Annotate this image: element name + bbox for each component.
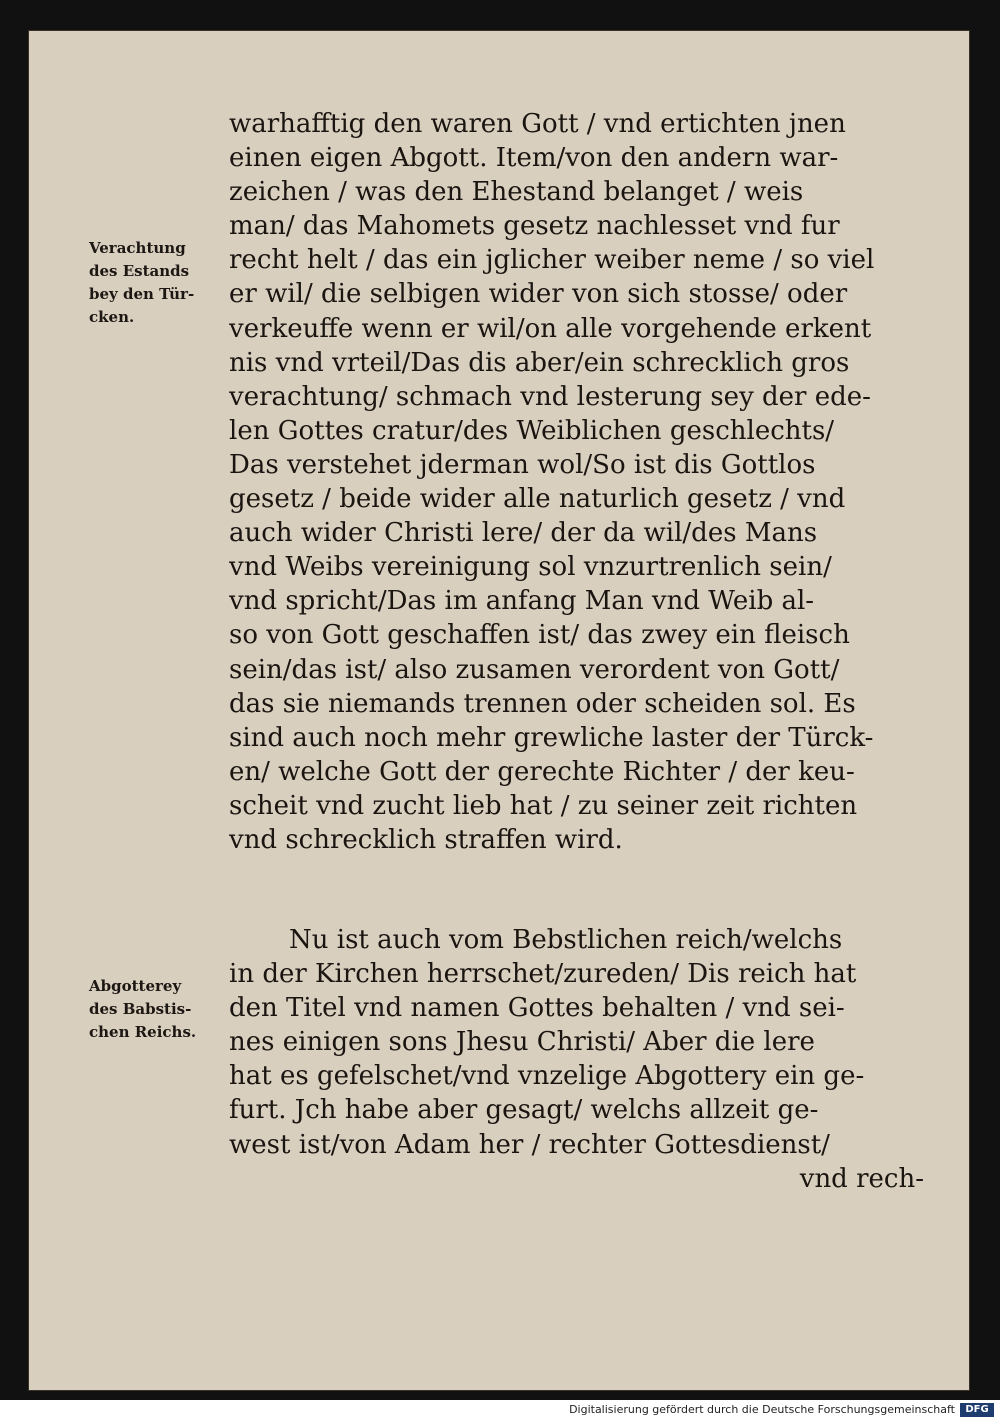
text-line: sein/das ist/ also zusamen verordent von Gott/ bbox=[229, 654, 840, 685]
text-line: er wil/ die selbigen wider von sich stosse/ oder bbox=[229, 279, 848, 310]
text-line: zeichen / was den Ehestand belanget / weis bbox=[229, 177, 804, 208]
paragraph-2 bbox=[229, 923, 959, 1196]
margin-note-verachtung bbox=[89, 237, 239, 329]
text-line: nes einigen sons Jhesu Christi/ Aber die lere bbox=[229, 1027, 815, 1058]
text-line: den Titel vnd namen Gottes behalten / vnd sei- bbox=[229, 993, 845, 1024]
text-line: warhafftig den waren Gott / vnd ertichten jnen bbox=[229, 109, 846, 139]
text-line: vnd schrecklich straffen wird. bbox=[229, 824, 623, 855]
text-line: Nu ist auch vom Bebstlichen reich/welchs bbox=[289, 925, 843, 955]
text-line: west ist/von Adam her / rechter Gottesdienst/ bbox=[229, 1129, 830, 1160]
margin-note-line: chen Reichs. bbox=[89, 1023, 197, 1041]
funding-credit: Digitalisierung gefördert durch die Deutsche Forschungsgemeinschaft bbox=[569, 1403, 955, 1416]
margin-note-line: Verachtung bbox=[89, 239, 186, 257]
text-line: sind auch noch mehr grewliche laster der Türck- bbox=[229, 722, 874, 753]
text-line: einen eigen Abgott. Item/von den andern war- bbox=[229, 143, 839, 174]
text-line: auch wider Christi lere/ der da wil/des Mans bbox=[229, 518, 818, 549]
text-line: scheit vnd zucht lieb hat / zu seiner zeit richten bbox=[229, 790, 858, 821]
text-line: vnd spricht/Das im anfang Man vnd Weib al- bbox=[229, 586, 815, 617]
text-line: en/ welche Gott der gerechte Richter / der keu- bbox=[229, 756, 855, 787]
text-line: verkeuffe wenn er wil/on alle vorgehende erkent bbox=[229, 313, 872, 344]
text-line: verachtung/ schmach vnd lesterung sey der ede- bbox=[229, 381, 871, 412]
text-line: nis vnd vrteil/Das dis aber/ein schrecklich gros bbox=[229, 347, 850, 378]
margin-note-line: Abgotterey bbox=[89, 977, 182, 995]
catchword: vnd rech- bbox=[799, 1163, 924, 1194]
margin-note-line: des Estands bbox=[89, 262, 190, 280]
book-page bbox=[28, 30, 970, 1391]
text-line: furt. Jch habe aber gesagt/ welchs allzeit ge- bbox=[229, 1095, 819, 1126]
dfg-logo: DFG bbox=[960, 1403, 994, 1417]
text-line: Das verstehet jderman wol/So ist dis Gottlos bbox=[229, 449, 816, 480]
text-line: recht helt / das ein jglicher weiber neme / so viel bbox=[229, 245, 875, 276]
text-line: hat es gefelschet/vnd vnzelige Abgottery ein ge- bbox=[229, 1061, 865, 1092]
margin-note-line: des Babstis- bbox=[89, 1000, 192, 1018]
text-line: das sie niemands trennen oder scheiden sol. Es bbox=[229, 688, 856, 719]
text-line: vnd Weibs vereinigung sol vnzurtrenlich sein/ bbox=[229, 552, 832, 583]
paragraph-1 bbox=[229, 107, 959, 857]
text-line: in der Kirchen herrschet/zureden/ Dis reich hat bbox=[229, 959, 857, 990]
footer-bar bbox=[0, 1400, 1000, 1421]
text-line: gesetz / beide wider alle naturlich gesetz / vnd bbox=[229, 484, 846, 515]
margin-note-line: bey den Tür- bbox=[89, 285, 195, 303]
text-line: so von Gott geschaffen ist/ das zwey ein fleisch bbox=[229, 620, 850, 651]
text-line: man/ das Mahomets gesetz nachlesset vnd fur bbox=[229, 211, 840, 242]
text-line: len Gottes cratur/des Weiblichen geschlechts/ bbox=[229, 415, 835, 446]
margin-note-line: cken. bbox=[89, 308, 135, 326]
margin-note-abgotterey bbox=[89, 975, 239, 1044]
